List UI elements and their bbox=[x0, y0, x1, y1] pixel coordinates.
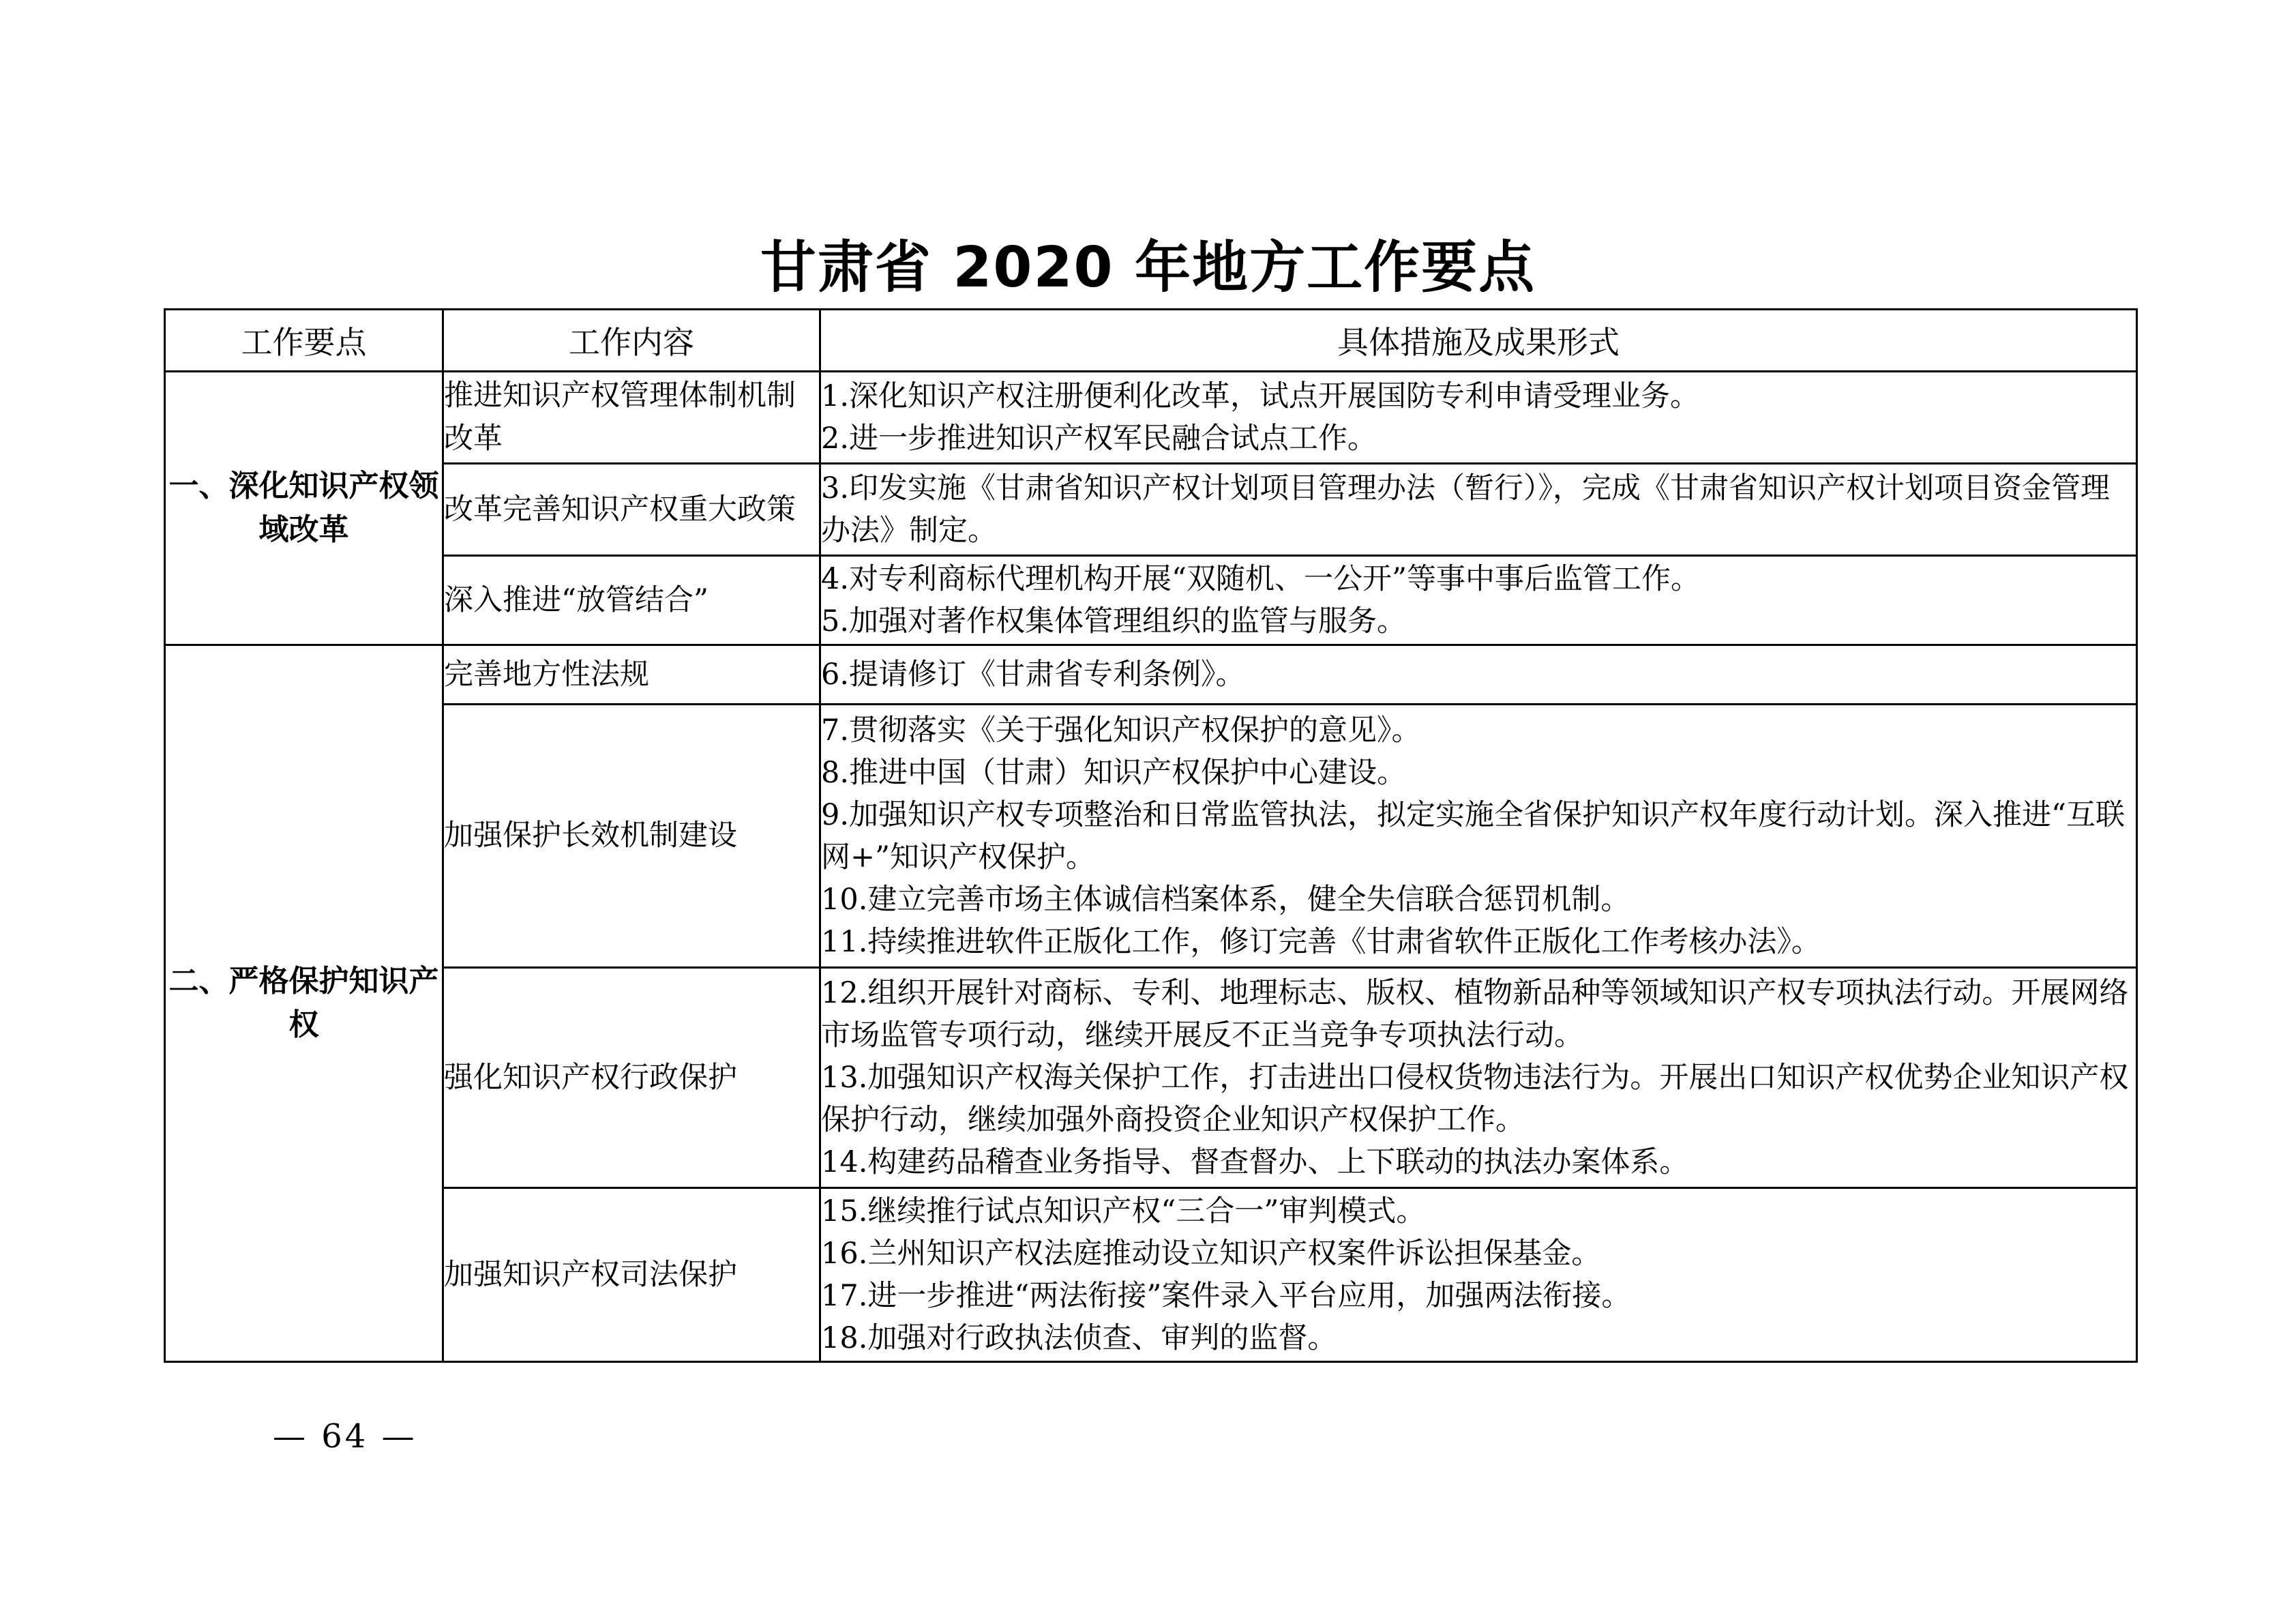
work-content-cell: 加强保护长效机制建设 bbox=[443, 705, 820, 968]
measures-cell bbox=[820, 645, 2137, 705]
work-content-cell: 加强知识产权司法保护 bbox=[443, 1188, 820, 1362]
measure-item: 10.建立完善市场主体诚信档案体系，健全失信联合惩罚机制。 bbox=[821, 882, 1630, 917]
table-row bbox=[165, 705, 2137, 968]
measure-item: 2.进一步推进知识产权军民融合试点工作。 bbox=[821, 422, 1377, 456]
measure-item: 18.加强对行政执法侦查、审判的监督。 bbox=[821, 1321, 1337, 1355]
measures-cell bbox=[820, 464, 2137, 556]
measures-cell bbox=[820, 968, 2137, 1188]
measure-item: 13.加强知识产权海关保护工作，打击进出口侵权货物违法行为。开展出口知识产权优势企业知识产权保护行动，继续加强外商投资企业知识产权保护工作。 bbox=[821, 1061, 2129, 1137]
page-title: 甘肃省 2020 年地方工作要点 bbox=[760, 235, 1536, 300]
table-row bbox=[165, 645, 2137, 705]
measure-item: 4.对专利商标代理机构开展“双随机、一公开”等事中事后监管工作。 bbox=[821, 562, 1700, 596]
measure-item: 7.贯彻落实《关于强化知识产权保护的意见》。 bbox=[821, 713, 1421, 748]
header-work-point: 工作要点 bbox=[165, 310, 443, 372]
measure-item: 6.提请修订《甘肃省专利条例》。 bbox=[821, 658, 1245, 692]
measures-cell bbox=[820, 556, 2137, 645]
measure-item: 8.推进中国（甘肃）知识产权保护中心建设。 bbox=[821, 755, 1407, 790]
measures-cell bbox=[820, 372, 2137, 464]
measures-cell bbox=[820, 1188, 2137, 1362]
measures-cell bbox=[820, 705, 2137, 968]
measure-item: 17.进一步推进“两法衔接”案件录入平台应用，加强两法衔接。 bbox=[821, 1279, 1631, 1313]
work-point-cell: 二、严格保护知识产权 bbox=[165, 645, 443, 1362]
work-content-cell: 推进知识产权管理体制机制改革 bbox=[443, 372, 820, 464]
table-row bbox=[165, 556, 2137, 645]
work-content-cell: 完善地方性法规 bbox=[443, 645, 820, 705]
measure-item: 12.组织开展针对商标、专利、地理标志、版权、植物新品种等领域知识产权专项执法行动。开展网络市场监管专项行动，继续开展反不正当竞争专项执法行动。 bbox=[821, 976, 2129, 1052]
work-content-cell: 深入推进“放管结合” bbox=[443, 556, 820, 645]
work-content-cell: 强化知识产权行政保护 bbox=[443, 968, 820, 1188]
work-points-table bbox=[164, 308, 2138, 1363]
measure-item: 9.加强知识产权专项整治和日常监管执法，拟定实施全省保护知识产权年度行动计划。深入推进“互联网+”知识产权保护。 bbox=[821, 797, 2126, 874]
measure-item: 16.兰州知识产权法庭推动设立知识产权案件诉讼担保基金。 bbox=[821, 1237, 1601, 1271]
header-measures: 具体措施及成果形式 bbox=[820, 310, 2137, 372]
measure-item: 1.深化知识产权注册便利化改革，试点开展国防专利申请受理业务。 bbox=[821, 379, 1700, 413]
measure-item: 3.印发实施《甘肃省知识产权计划项目管理办法（暂行）》，完成《甘肃省知识产权计划项目资金管理办法》制定。 bbox=[821, 471, 2111, 548]
measure-item: 15.继续推行试点知识产权“三合一”审判模式。 bbox=[821, 1194, 1426, 1228]
table-row bbox=[165, 968, 2137, 1188]
table-header-row bbox=[165, 310, 2137, 372]
table-row bbox=[165, 464, 2137, 556]
measure-item: 14.构建药品稽查业务指导、督查督办、上下联动的执法办案体系。 bbox=[821, 1145, 1689, 1179]
measure-item: 11.持续推进软件正版化工作，修订完善《甘肃省软件正版化工作考核办法》。 bbox=[821, 924, 1821, 959]
work-content-cell: 改革完善知识产权重大政策 bbox=[443, 464, 820, 556]
header-work-content: 工作内容 bbox=[443, 310, 820, 372]
page-number: — 64 — bbox=[273, 1417, 417, 1456]
table-row bbox=[165, 1188, 2137, 1362]
table-row bbox=[165, 372, 2137, 464]
work-point-cell: 一、深化知识产权领域改革 bbox=[165, 372, 443, 645]
measure-item: 5.加强对著作权集体管理组织的监管与服务。 bbox=[821, 604, 1407, 638]
